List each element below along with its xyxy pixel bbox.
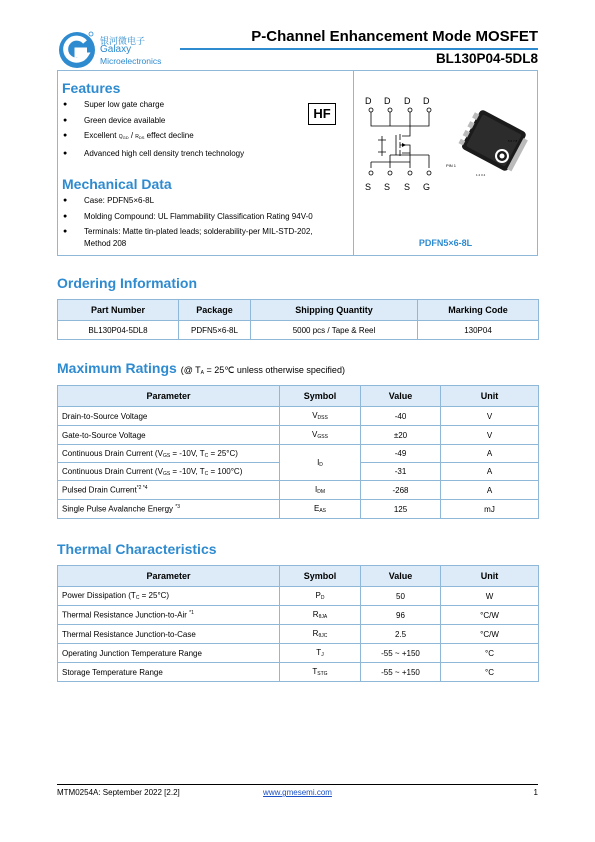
table-row — [58, 426, 539, 445]
unit-cell: °C/W — [441, 606, 539, 625]
param-cell: Operating Junction Temperature Range — [58, 644, 280, 663]
symbol-cell: $I_{DM}$ — [280, 481, 361, 500]
table-row — [58, 644, 539, 663]
ordering-header: Marking Code — [418, 300, 539, 321]
param-cell: Thermal Resistance Junction-to-Air $^{*1}$ — [58, 606, 280, 625]
footer-page: 1 — [533, 788, 538, 797]
pin1-label: PIN 1 — [446, 163, 457, 168]
part-number: BL130P04-5DL8 — [435, 51, 538, 66]
param-cell: Thermal Resistance Junction-to-Case — [58, 625, 280, 644]
package-image-icon — [452, 104, 532, 184]
svg-text:5 6 7 8: 5 6 7 8 — [508, 139, 518, 143]
logo-microelectronics: Microelectronics — [100, 56, 162, 66]
ordering-cell: BL130P04-5DL8 — [58, 321, 179, 340]
footer-doc: MTM0254A: September 2022 [2.2] — [57, 788, 180, 797]
unit-cell: °C/W — [441, 625, 539, 644]
ordering-cell: 130P04 — [418, 321, 539, 340]
value-cell: ±20 — [361, 426, 441, 445]
symbol-cell: $T_J$ — [280, 644, 361, 663]
value-cell: 2.5 — [361, 625, 441, 644]
unit-cell: W — [441, 587, 539, 606]
ordering-header: Shipping Quantity — [251, 300, 418, 321]
symbol-cell: $R_{\theta JA}$ — [280, 606, 361, 625]
pin-label-g: G — [423, 182, 431, 192]
unit-cell: V — [441, 426, 539, 445]
features-title: Features — [62, 80, 121, 96]
ordering-table — [57, 299, 539, 340]
pin-label-d2: D — [384, 96, 391, 106]
feature-item: ● Green device available — [63, 115, 343, 126]
value-cell: -55 ~ +150 — [361, 663, 441, 682]
table-row — [58, 663, 539, 682]
pin-label-s1: S — [365, 182, 372, 192]
thermal-header: Unit — [441, 566, 539, 587]
table-row — [58, 500, 539, 519]
thermal-header: Parameter — [58, 566, 280, 587]
document-title: P-Channel Enhancement Mode MOSFET — [251, 28, 538, 45]
symbol-cell: $V_{GSS}$ — [280, 426, 361, 445]
value-cell: -49 — [361, 445, 441, 463]
mechanical-item: ● Terminals: Matte tin-plated leads; solderability-per MIL-STD-202, Method 208 — [63, 226, 348, 250]
param-cell: Drain-to-Source Voltage — [58, 407, 280, 426]
header-rule — [180, 48, 538, 50]
symbol-cell: $R_{\theta JC}$ — [280, 625, 361, 644]
value-cell: -55 ~ +150 — [361, 644, 441, 663]
halogen-free-badge: HF — [308, 103, 336, 125]
unit-cell: V — [441, 407, 539, 426]
table-row — [58, 407, 539, 426]
pin-label-s2: S — [384, 182, 391, 192]
svg-text:1 2 3 4: 1 2 3 4 — [476, 173, 486, 177]
symbol-cell: $T_{STG}$ — [280, 663, 361, 682]
features-list — [63, 99, 343, 163]
table-row — [58, 625, 539, 644]
unit-cell: °C — [441, 663, 539, 682]
value-cell: -268 — [361, 481, 441, 500]
ratings-header: Value — [361, 386, 441, 407]
pin-label-d3: D — [404, 96, 411, 106]
value-cell: 125 — [361, 500, 441, 519]
mechanical-title: Mechanical Data — [62, 176, 172, 192]
value-cell: 96 — [361, 606, 441, 625]
max-ratings-table — [57, 385, 539, 519]
value-cell: -40 — [361, 407, 441, 426]
footer-link[interactable]: www.gmesemi.com — [263, 788, 332, 797]
value-cell: 50 — [361, 587, 441, 606]
mechanical-item: ● Case: PDFN5×6-8L — [63, 195, 348, 206]
ordering-title: Ordering Information — [57, 275, 197, 291]
table-row — [58, 481, 539, 500]
logo-chinese: 银河微电子 — [100, 37, 146, 47]
symbol-cell: $E_{AS}$ — [280, 500, 361, 519]
symbol-cell: $P_D$ — [280, 587, 361, 606]
param-cell: Continuous Drain Current ($V_{GS} = -10V$, $T_C = 25^\circ C$) — [58, 445, 280, 463]
symbol-cell: $I_D$ — [280, 445, 361, 481]
thermal-title: Thermal Characteristics — [57, 541, 217, 557]
ordering-cell: PDFN5×6-8L — [179, 321, 251, 340]
table-row — [58, 587, 539, 606]
ordering-header: Part Number — [58, 300, 179, 321]
feature-item: ● Super low gate charge — [63, 99, 343, 110]
footer-rule — [57, 784, 538, 785]
table-row — [58, 606, 539, 625]
pin-label-d1: D — [365, 96, 372, 106]
mechanical-item: ● Molding Compound: UL Flammability Classification Rating 94V-0 — [63, 211, 348, 222]
feature-item: ● Advanced high cell density trench technology — [63, 148, 343, 159]
package-label: PDFN5×6-8L — [418, 238, 473, 248]
unit-cell: A — [441, 481, 539, 500]
ratings-header: Symbol — [280, 386, 361, 407]
max-ratings-condition: (@ $T_A$ = 25℃ unless otherwise specified) — [180, 365, 345, 376]
ratings-header: Parameter — [58, 386, 280, 407]
galaxy-logo-icon — [57, 30, 97, 70]
symbol-cell: $V_{DSS}$ — [280, 407, 361, 426]
max-ratings-title: Maximum Ratings (@ $T_A$ = 25℃ unless otherwise specified) — [57, 360, 345, 376]
pin-label-s3: S — [404, 182, 411, 192]
thermal-header: Value — [361, 566, 441, 587]
param-cell: Storage Temperature Range — [58, 663, 280, 682]
ordering-header: Package — [179, 300, 251, 321]
thermal-table — [57, 565, 539, 682]
mosfet-symbol-icon — [362, 106, 438, 186]
features-divider — [353, 70, 354, 256]
unit-cell: A — [441, 445, 539, 463]
feature-item: ● Excellent $Q_{GD} / R_{DS}$ effect decline — [63, 130, 343, 143]
param-cell: Single Pulse Avalanche Energy $^{*3}$ — [58, 500, 280, 519]
table-row — [58, 445, 539, 463]
unit-cell: A — [441, 463, 539, 481]
logo — [57, 28, 175, 70]
ordering-cell: 5000 pcs / Tape & Reel — [251, 321, 418, 340]
unit-cell: mJ — [441, 500, 539, 519]
mechanical-list — [63, 195, 348, 255]
thermal-header: Symbol — [280, 566, 361, 587]
ratings-header: Unit — [441, 386, 539, 407]
param-cell: Gate-to-Source Voltage — [58, 426, 280, 445]
logo-galaxy: Galaxy — [100, 44, 132, 55]
param-cell: Pulsed Drain Current$^{*2 *4}$ — [58, 481, 280, 500]
unit-cell: °C — [441, 644, 539, 663]
mosfet-schematic — [362, 96, 438, 196]
pin-label-d4: D — [423, 96, 430, 106]
param-cell: Power Dissipation $(T_C = 25^\circ C)$ — [58, 587, 280, 606]
value-cell: -31 — [361, 463, 441, 481]
param-cell: Continuous Drain Current ($V_{GS} = -10V$, $T_C = 100^\circ C$) — [58, 463, 280, 481]
